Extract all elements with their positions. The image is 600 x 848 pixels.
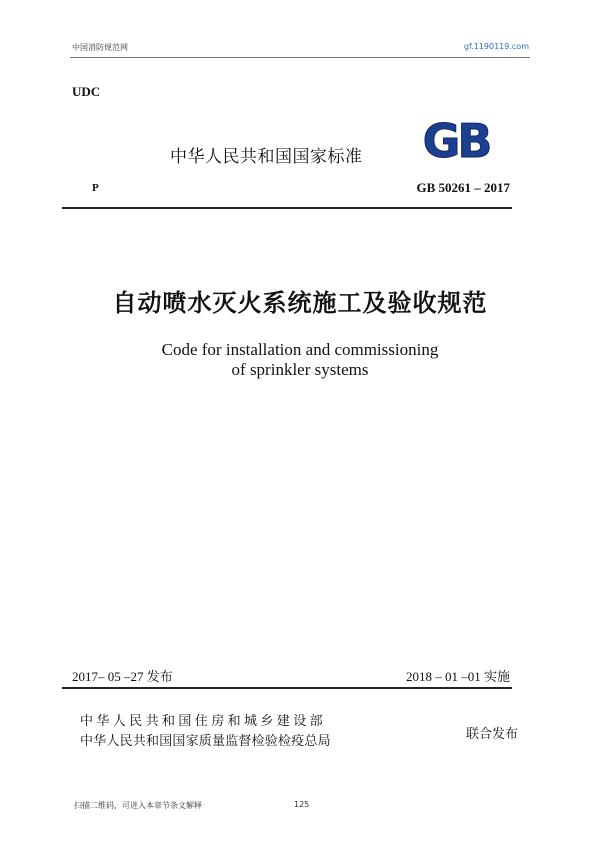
national-standard-heading: 中华人民共和国国家标准 [170, 147, 363, 167]
issuer-aqsiq: 中华人民共和国国家质量监督检验检疫总局 [80, 734, 331, 749]
site-name: 中国消防规范网 [72, 43, 128, 52]
title-chinese: 自动喷水灭火系统施工及验收规范 [112, 288, 488, 317]
header-divider [70, 57, 530, 58]
implementation-date: 2018 – 01 –01 实施 [405, 669, 510, 684]
site-url-link[interactable]: gf.1190119.com [463, 42, 529, 51]
title-english-line-2: of sprinkler systems [231, 360, 369, 379]
issue-date: 2017– 05 –27 发布 [72, 669, 173, 684]
qr-scan-note: 扫描二维码，可进入本章节条文解释 [74, 801, 202, 810]
standard-code: GB 50261 – 2017 [416, 180, 510, 195]
joint-release-label: 联合发布 [465, 727, 518, 742]
title-english-line-1: Code for installation and commissioning [161, 340, 439, 359]
title-english [0, 340, 600, 380]
bottom-divider [62, 687, 512, 689]
gb-logo-text: GB [422, 116, 490, 164]
gb-logo-icon [412, 116, 500, 164]
category-label: P [92, 182, 99, 194]
issuer-ministry-housing: 中华人民共和国住房和城乡建设部 [80, 714, 327, 729]
page-number: 125 [294, 800, 310, 809]
udc-label: UDC [72, 84, 101, 99]
top-divider [62, 207, 512, 209]
